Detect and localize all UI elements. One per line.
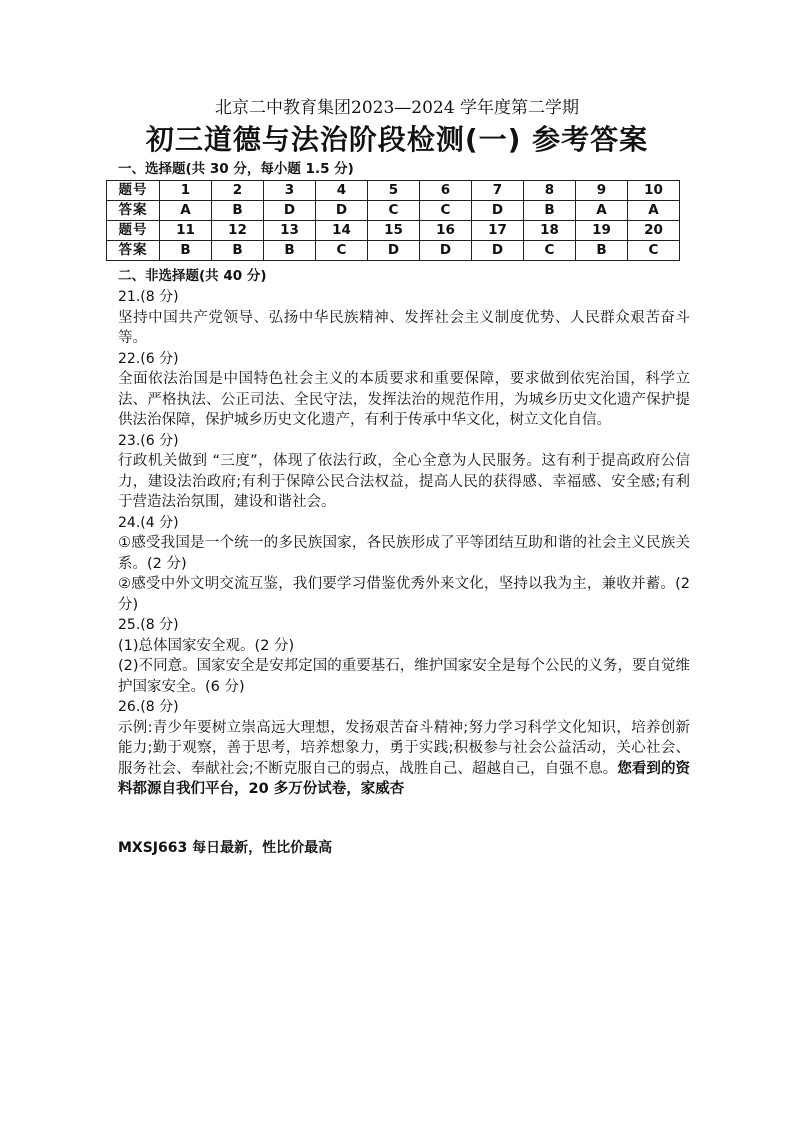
row-label-question: 题号	[107, 221, 160, 241]
table-cell: C	[420, 201, 472, 221]
row-label-answer: 答案	[107, 241, 160, 261]
answer-table	[106, 180, 680, 261]
table-cell: 12	[212, 221, 264, 241]
page-title: 初三道德与法治阶段检测(一) 参考答案	[145, 123, 649, 156]
section2-heading: 二、非选择题(共 40 分)	[118, 268, 267, 284]
table-row	[107, 221, 680, 241]
table-cell: 18	[524, 221, 576, 241]
table-cell: B	[264, 241, 316, 261]
table-cell: C	[628, 241, 680, 261]
table-cell: 11	[160, 221, 212, 241]
table-cell: C	[368, 201, 420, 221]
question-label-21: 21.(8 分)	[118, 289, 179, 305]
table-cell: A	[576, 201, 628, 221]
answer-text-24-1: ①感受我国是一个统一的多民族国家，各民族形成了平等团结互助和谐的社会主义民族关系。(2 分)	[118, 535, 690, 572]
table-cell: 2	[212, 181, 264, 201]
table-cell: 17	[472, 221, 524, 241]
question-label-26: 26.(8 分)	[118, 699, 179, 715]
question-label-23: 23.(6 分)	[118, 432, 179, 449]
table-row	[107, 181, 680, 201]
table-cell: 9	[576, 181, 628, 201]
table-cell: 16	[420, 221, 472, 241]
answer-text-24-2: ②感受中外文明交流互鉴，我们要学习借鉴优秀外来文化，坚持以我为主，兼收并蓄。(2 分)	[118, 576, 690, 613]
table-cell: 13	[264, 221, 316, 241]
answer-paragraph-26	[118, 718, 690, 800]
answer-text-21: 坚持中国共产党领导、弘扬中华民族精神、发挥社会主义制度优势、人民群众艰苦奋斗等。	[118, 309, 690, 346]
row-label-question: 题号	[107, 181, 160, 201]
answer-text-23: 行政机关做到 “三度”，体现了依法行政，全心全意为人民服务。这有利于提高政府公信力，建设法治政府;有利于保障公民合法权益，提高人民的获得感、幸福感、安全感;有利于营造法治氛围，建设和谐社会。	[118, 453, 690, 510]
question-label-25: 25.(8 分)	[118, 617, 179, 633]
promo-text: 您看到的资料都源自我们平台，20 多万份试卷，家威杏	[118, 760, 690, 797]
table-row	[107, 201, 680, 221]
table-cell: 20	[628, 221, 680, 241]
row-label-answer: 答案	[107, 201, 160, 221]
table-cell: D	[420, 241, 472, 261]
section2-answers	[118, 287, 690, 800]
table-cell: D	[472, 201, 524, 221]
answer-text-25-1: (1)总体国家安全观。(2 分)	[118, 637, 295, 654]
table-cell: 5	[368, 181, 420, 201]
table-cell: D	[316, 201, 368, 221]
answer-text-25-2: (2)不同意。国家安全是安邦定国的重要基石，维护国家安全是每个公民的义务，要自觉维护国家安全。(6 分)	[118, 658, 690, 695]
table-cell: D	[472, 241, 524, 261]
answer-text-22: 全面依法治国是中国特色社会主义的本质要求和重要保障，要求做到依宪治国，科学立法、严格执法、公正司法、全民守法，发挥法治的规范作用，为城乡历史文化遗产保护提供法治保障，保护城乡历史文化遗产，有利于传承中华文化，树立文化自信。	[118, 371, 690, 428]
section1-heading: 一、选择题(共 30 分，每小题 1.5 分)	[118, 161, 354, 177]
table-cell: 14	[316, 221, 368, 241]
table-cell: B	[160, 241, 212, 261]
table-cell: 6	[420, 181, 472, 201]
table-cell: 19	[576, 221, 628, 241]
table-cell: D	[368, 241, 420, 261]
answer-text-26: 示例:青少年要树立崇高远大理想，发扬艰苦奋斗精神;努力学习科学文化知识，培养创新能力;勤于观察，善于思考，培养想象力，勇于实践;积极参与社会公益活动，关心社会、服务社会、奉献社会;不断克服自己的弱点，战胜自己、超越自己，自强不息。	[118, 719, 690, 777]
school-term-line: 北京二中教育集团2023—2024 学年度第二学期	[215, 98, 579, 118]
promo-line: MXSJ663 每日最新，性比价最高	[118, 840, 333, 856]
table-cell: 3	[264, 181, 316, 201]
table-cell: A	[160, 201, 212, 221]
table-cell: B	[212, 201, 264, 221]
table-cell: B	[524, 201, 576, 221]
table-cell: B	[212, 241, 264, 261]
table-cell: C	[316, 241, 368, 261]
table-cell: 1	[160, 181, 212, 201]
table-cell: 15	[368, 221, 420, 241]
table-cell: 4	[316, 181, 368, 201]
table-row	[107, 241, 680, 261]
table-cell: A	[628, 201, 680, 221]
table-cell: D	[264, 201, 316, 221]
question-label-24: 24.(4 分)	[118, 514, 179, 531]
table-cell: B	[576, 241, 628, 261]
table-cell: C	[524, 241, 576, 261]
table-cell: 7	[472, 181, 524, 201]
table-cell: 8	[524, 181, 576, 201]
question-label-22: 22.(6 分)	[118, 350, 179, 367]
table-cell: 10	[628, 181, 680, 201]
